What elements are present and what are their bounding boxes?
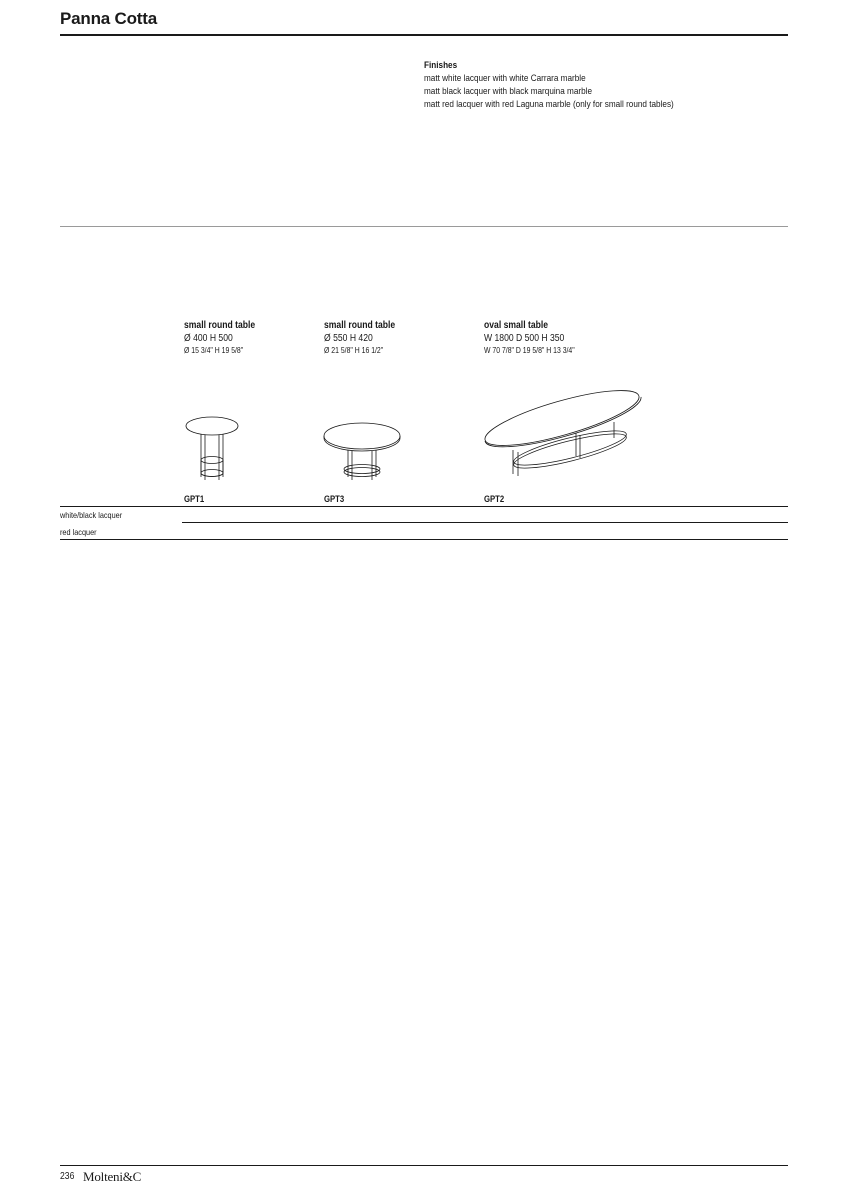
price-row-label: white/black lacquer — [60, 510, 123, 520]
gpt3-table-drawing — [320, 415, 410, 490]
finishes-block — [424, 59, 674, 111]
product-name: small round table — [184, 320, 256, 331]
header-rule — [60, 34, 788, 36]
page-title: Panna Cotta — [60, 9, 157, 28]
gpt1-table-drawing — [180, 410, 250, 490]
product-gpt2 — [484, 319, 575, 357]
product-name: small round table — [324, 320, 396, 331]
brand-logo: Molteni&C — [83, 1169, 142, 1184]
product-name: oval small table — [484, 320, 549, 331]
product-code: GPT1 — [184, 494, 205, 504]
gpt2-table-drawing — [480, 378, 650, 483]
footer-rule — [60, 1165, 788, 1166]
product-code: GPT2 — [484, 494, 505, 504]
price-table-top-rule — [60, 506, 788, 507]
product-gpt3 — [324, 319, 395, 357]
price-row-divider — [182, 522, 788, 523]
finish-line: matt white lacquer with white Carrara marble — [424, 73, 586, 84]
product-imperial-dims: W 70 7/8" D 19 5/8" H 13 3/4" — [484, 346, 575, 355]
product-metric-dims: Ø 550 H 420 — [324, 333, 373, 344]
product-gpt1 — [184, 319, 255, 357]
finish-line: matt black lacquer with black marquina marble — [424, 86, 593, 97]
finishes-heading: Finishes — [424, 60, 458, 71]
finish-line: matt red lacquer with red Laguna marble (only for small round tables) — [424, 99, 674, 110]
product-imperial-dims: Ø 21 5/8" H 16 1/2" — [324, 346, 384, 355]
product-code: GPT3 — [324, 494, 345, 504]
page-number: 236 — [60, 1171, 75, 1182]
product-imperial-dims: Ø 15 3/4" H 19 5/8" — [184, 346, 244, 355]
section-divider — [60, 226, 788, 227]
product-metric-dims: Ø 400 H 500 — [184, 333, 233, 344]
product-metric-dims: W 1800 D 500 H 350 — [484, 333, 565, 344]
price-row-label: red lacquer — [60, 527, 97, 537]
price-table-bottom-rule — [60, 539, 788, 540]
